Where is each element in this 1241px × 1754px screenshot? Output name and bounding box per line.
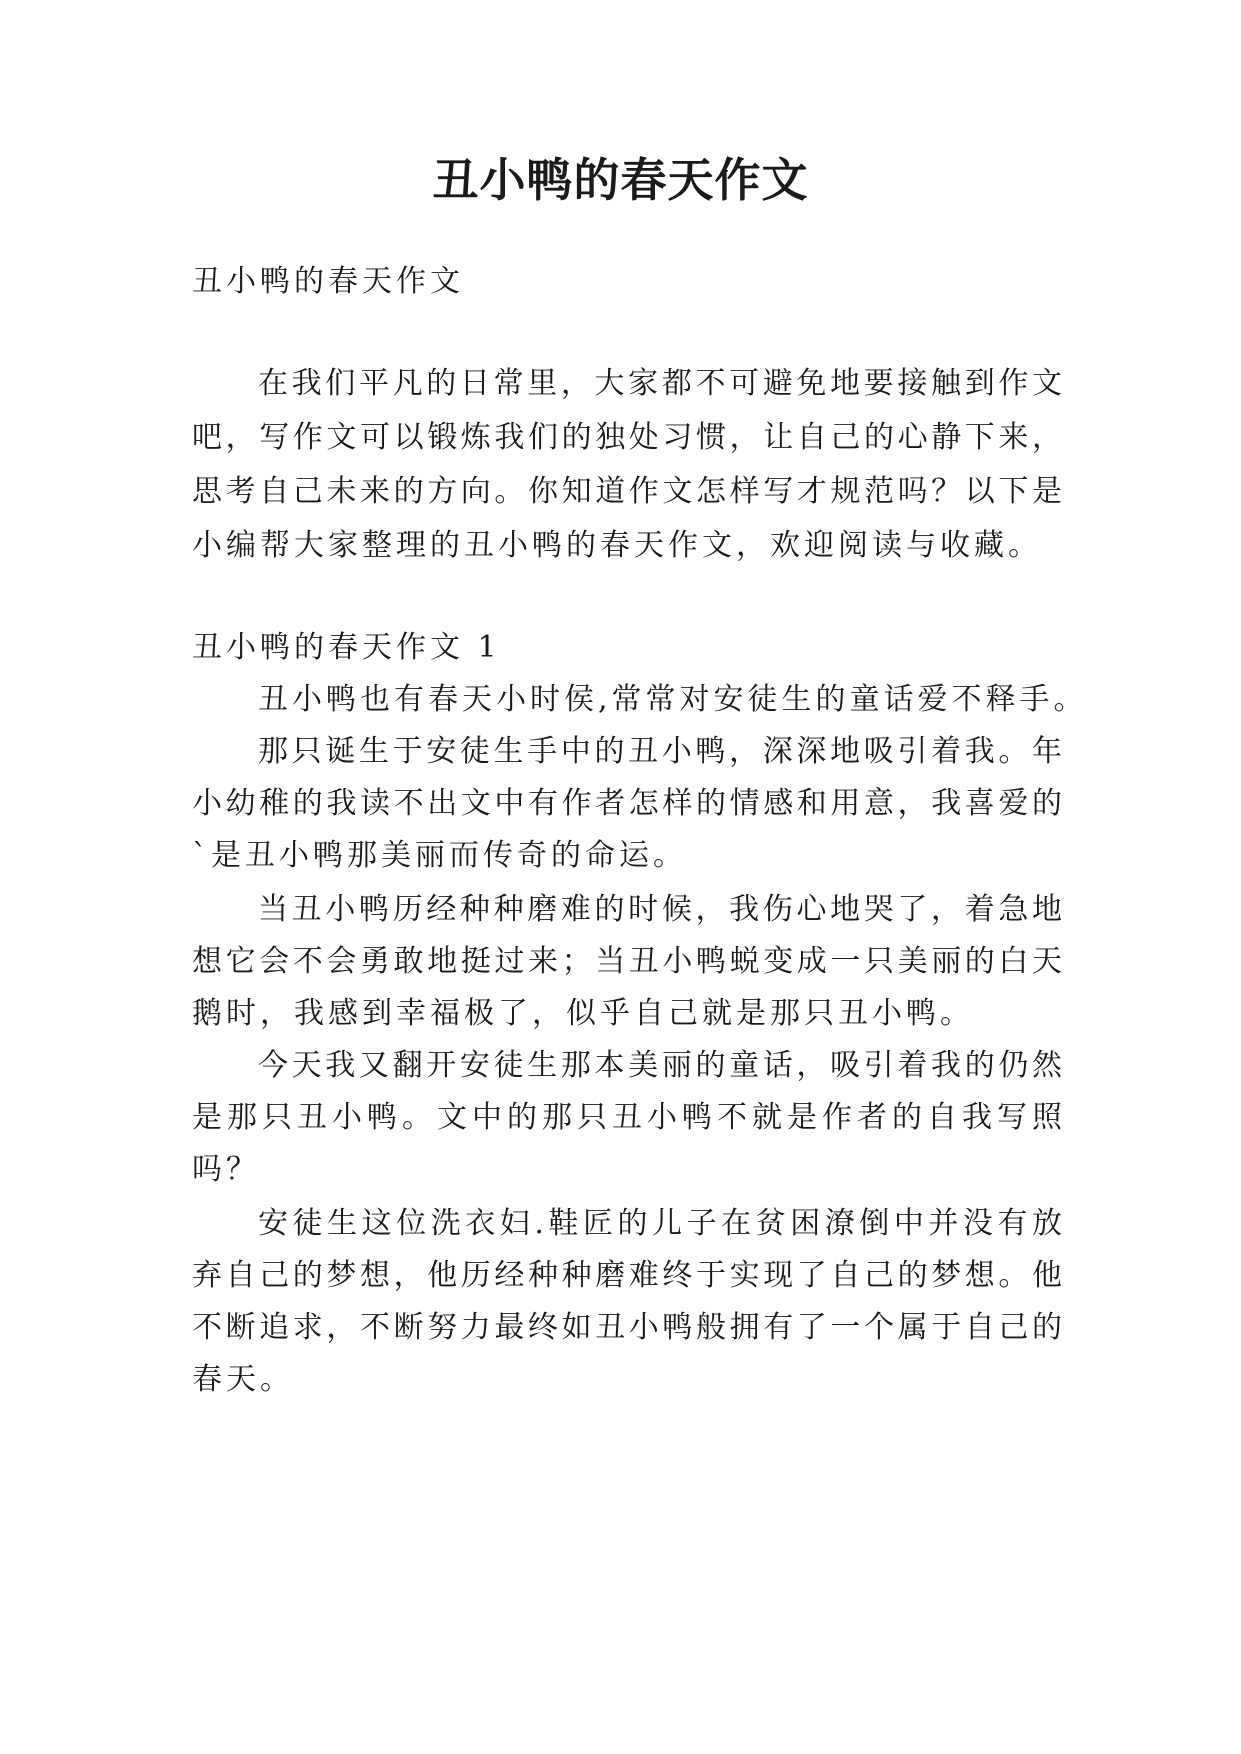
essay-line: 弃自己的梦想，他历经种种磨难终于实现了自己的梦想。他 <box>192 1258 1062 1293</box>
essay-line: 春天。 <box>192 1362 294 1397</box>
essay-line: 鹅时，我感到幸福极了，似乎自己就是那只丑小鸭。 <box>192 996 974 1031</box>
intro-line: 在我们平凡的日常里，大家都不可避免地要接触到作文 <box>258 366 1062 401</box>
subtitle: 丑小鸭的春天作文 <box>192 264 464 299</box>
essay-line: 想它会不会勇敢地挺过来；当丑小鸭蜕变成一只美丽的白天 <box>192 944 1062 979</box>
document-title: 丑小鸭的春天作文 <box>432 153 809 207</box>
essay-line: 是那只丑小鸭。文中的那只丑小鸭不就是作者的自我写照 <box>192 1100 1062 1135</box>
essay-line: 当丑小鸭历经种种磨难的时候，我伤心地哭了，着急地 <box>258 892 1062 927</box>
intro-line: 小编帮大家整理的丑小鸭的春天作文，欢迎阅读与收藏。 <box>192 528 1042 563</box>
essay-line: 今天我又翻开安徒生那本美丽的童话，吸引着我的仍然 <box>258 1048 1062 1083</box>
intro-line: 吧，写作文可以锻炼我们的独处习惯，让自己的心静下来， <box>192 420 1062 455</box>
essay-line: 不断追求，不断努力最终如丑小鸭般拥有了一个属于自己的 <box>192 1310 1062 1345</box>
section-heading: 丑小鸭的春天作文 1 <box>192 630 501 665</box>
essay-line: 那只诞生于安徒生手中的丑小鸭，深深地吸引着我。年 <box>258 734 1062 769</box>
essay-line: 小幼稚的我读不出文中有作者怎样的情感和用意，我喜爱的 <box>192 786 1062 821</box>
essay-line: 安徒生这位洗衣妇.鞋匠的儿子在贫困潦倒中并没有放 <box>258 1206 1062 1241</box>
intro-line: 思考自己未来的方向。你知道作文怎样写才规范吗？以下是 <box>192 474 1062 509</box>
essay-line: 丑小鸭也有春天小时侯,常常对安徒生的童话爱不释手。 <box>258 682 1088 717</box>
essay-line: 吗？ <box>192 1152 260 1187</box>
essay-line: `是丑小鸭那美丽而传奇的命运。 <box>192 838 687 873</box>
